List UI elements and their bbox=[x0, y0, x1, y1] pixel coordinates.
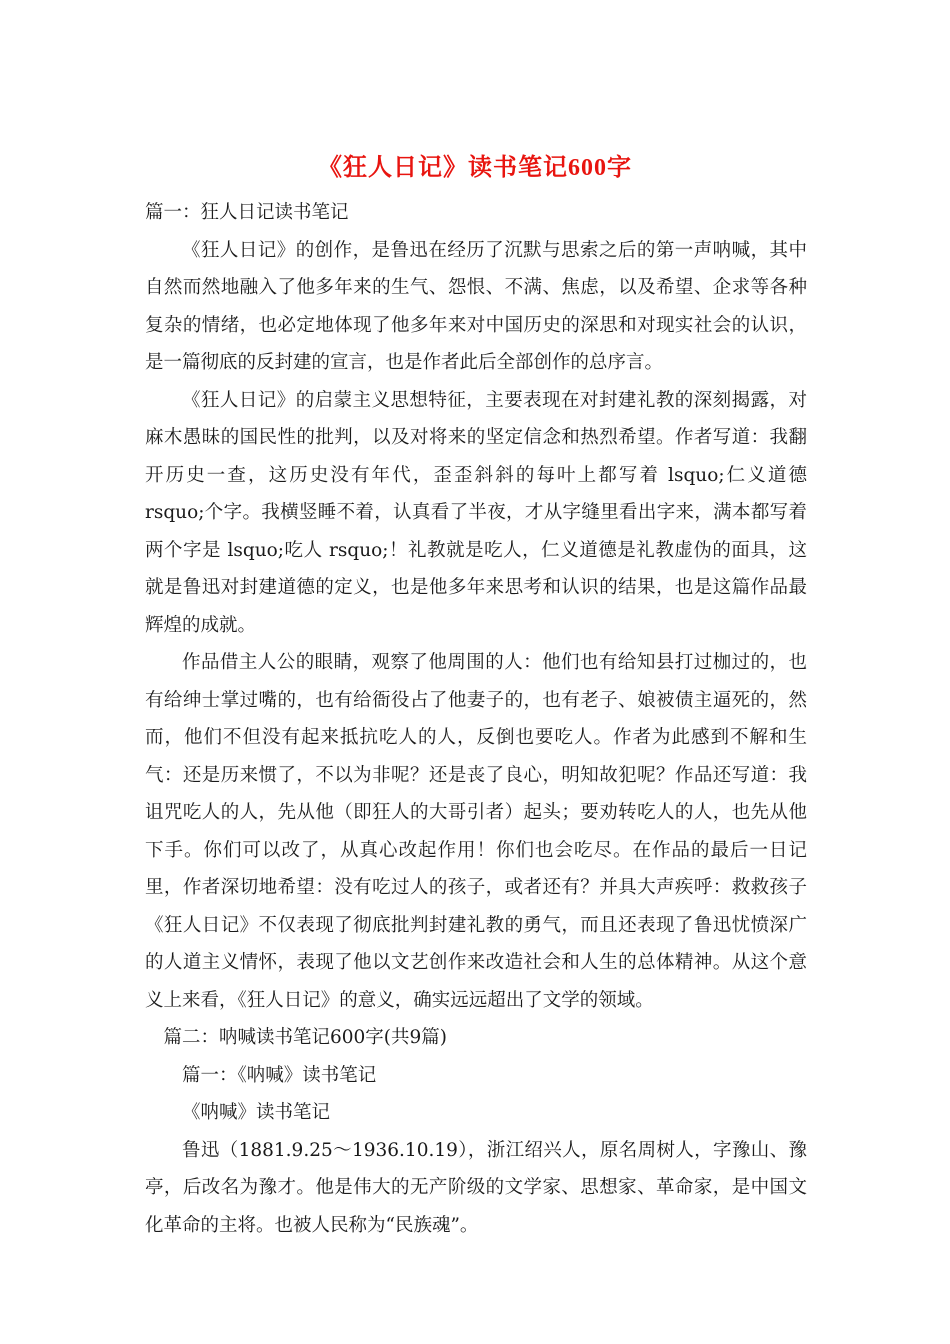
document-title: 《狂人日记》读书笔记600字 bbox=[318, 155, 632, 181]
document-body bbox=[145, 194, 807, 1244]
section1-heading: 篇一：狂人日记读书笔记 bbox=[145, 202, 349, 223]
section2-heading: 篇二：呐喊读书笔记600字(共9篇) bbox=[163, 1027, 448, 1048]
paragraph-2: 《狂人日记》的启蒙主义思想特征，主要表现在对封建礼教的深刻揭露，对麻木愚昧的国民性的批判，以及对将来的坚定信念和热烈希望。作者写道：我翻开历史一查，这历史没有年代，歪歪斜斜的每叶上都写着 lsquo;仁义道德 rsquo;个字。我横竖睡不着，认真看了半夜，才从字缝里看出字来，满本都写着两个字是 lsquo;吃人 rsquo;！礼教就是吃人，仁义道德是礼教虚伪的面具，这就是鲁迅对封建道德的定义，也是他多年来思考和认识的结果，也是这篇作品最辉煌的成就。 bbox=[145, 389, 807, 636]
paragraph-3: 作品借主人公的眼睛，观察了他周围的人：他们也有给知县打过枷过的，也有给绅士掌过嘴的，也有给衙役占了他妻子的，也有老子、娘被债主逼死的，然而，他们不但没有起来抵抗吃人的人，反倒也要吃人。作者为此感到不解和生气：还是历来惯了，不以为非呢？还是丧了良心，明知故犯呢？作品还写道：我诅咒吃人的人，先从他（即狂人的大哥引者）起头；要劝转吃人的人，也先从他下手。你们可以改了，从真心改起作用！你们也会吃尽。在作品的最后一日记里，作者深切地希望：没有吃过人的孩子，或者还有？并具大声疾呼：救救孩子 《狂人日记》不仅表现了彻底批判封建礼教的勇气，而且还表现了鲁迅忧愤深广的人道主义情怀，表现了他以文艺创作来改造社会和人生的总体精神。从这个意义上来看，《狂人日记》的意义，确实远远超出了文学的领域。 bbox=[145, 652, 807, 1011]
paragraph-1: 《狂人日记》的创作，是鲁迅在经历了沉默与思索之后的第一声呐喊，其中自然而然地融入了他多年来的生气、怨恨、不满、焦虑，以及希望、企求等各种复杂的情绪，也必定地体现了他多年来对中国历史的深思和对现实社会的认识，是一篇彻底的反封建的宣言，也是作者此后全部创作的总序言。 bbox=[145, 239, 807, 373]
section2-subheading: 篇一：《呐喊》读书笔记 bbox=[182, 1064, 377, 1086]
section2-subheading-2: 《呐喊》读书笔记 bbox=[182, 1102, 331, 1123]
paragraph-4: 鲁迅（1881.9.25～1936.10.19），浙江绍兴人，原名周树人，字豫山、豫亭，后改名为豫才。他是伟大的无产阶级的文学家、思想家、革命家，是中国文化革命的主将。也被人民称为“民族魂”。 bbox=[145, 1139, 807, 1236]
